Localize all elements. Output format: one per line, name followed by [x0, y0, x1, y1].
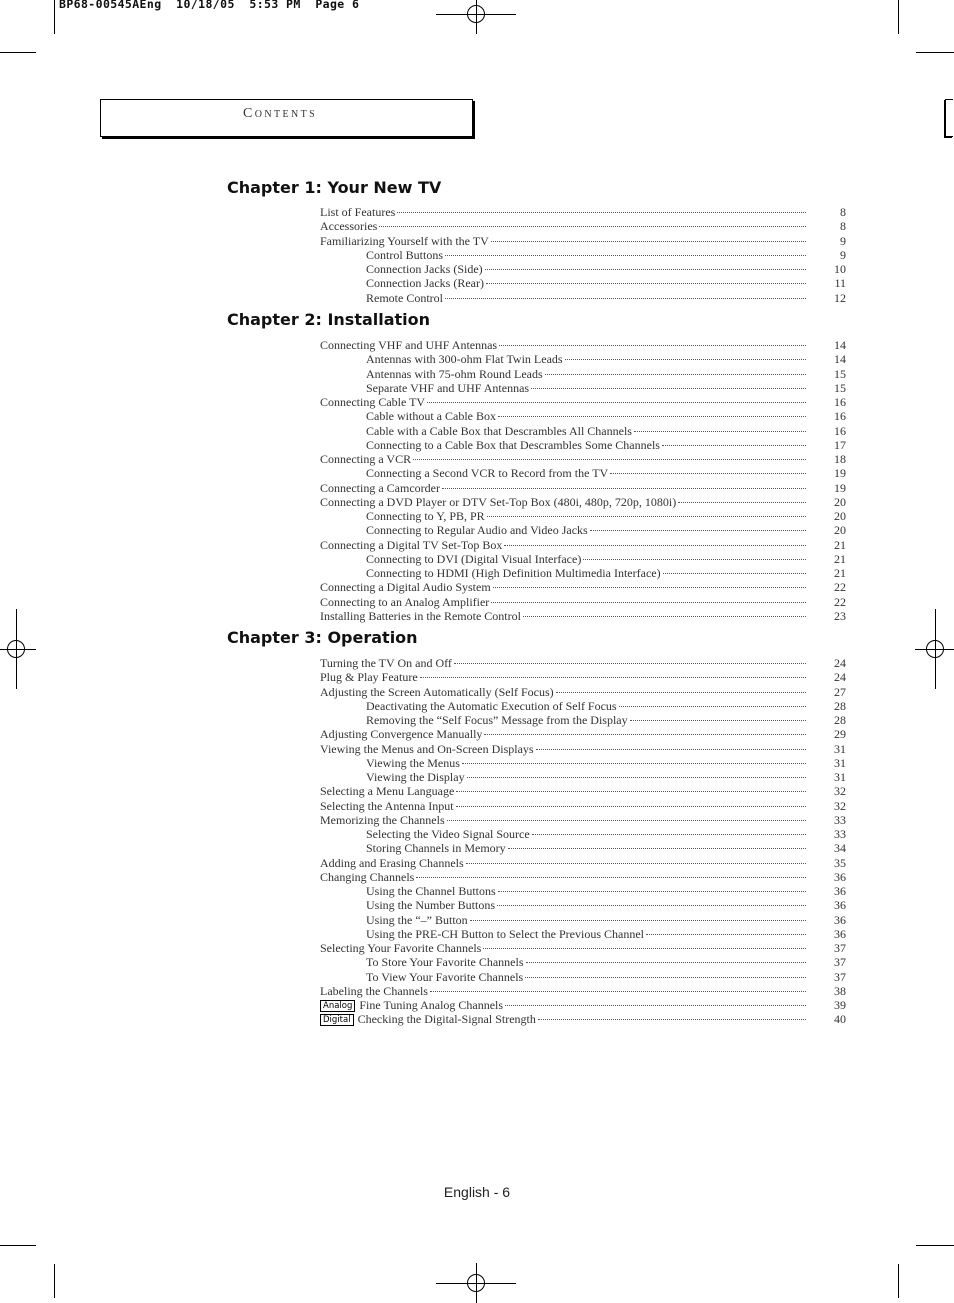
toc-page-number: 10	[834, 262, 846, 276]
dot-leader	[483, 934, 806, 949]
toc-page-number: 14	[834, 352, 846, 367]
toc-entry-label	[366, 248, 443, 262]
toc-entry-text: Using the Number Buttons	[366, 898, 495, 913]
dot-leader	[646, 920, 806, 935]
dot-leader	[470, 906, 806, 921]
toc-page-number: 35	[834, 855, 846, 870]
dot-leader	[508, 834, 806, 849]
toc-page-number: 19	[834, 466, 846, 481]
crop-mark	[898, 1264, 899, 1298]
toc-page-number: 34	[834, 841, 846, 856]
crop-mark	[0, 52, 36, 53]
dot-leader	[427, 388, 806, 403]
dot-leader	[491, 227, 806, 242]
toc-entry-text: Remote Control	[366, 290, 443, 305]
toc-entry-text: Removing the “Self Focus” Message from the Display	[366, 713, 628, 727]
toc-page-number: 32	[834, 798, 846, 813]
dot-leader	[430, 977, 806, 992]
dot-leader	[523, 602, 806, 617]
dot-leader	[442, 474, 806, 489]
dot-leader	[531, 374, 806, 389]
dot-leader	[484, 720, 806, 735]
toc-entry-label	[366, 509, 485, 523]
toc-entry-label	[320, 481, 440, 495]
toc-page-number: 20	[834, 523, 846, 538]
toc-entry-text: To Store Your Favorite Channels	[366, 955, 524, 970]
toc-page-number: 23	[834, 608, 846, 623]
dot-leader	[556, 678, 806, 693]
contents-heading: Contents	[243, 106, 318, 121]
toc-entry-label	[320, 609, 521, 623]
toc-entry-text: Connecting a Digital Audio System	[320, 580, 491, 595]
toc-page-number: 15	[834, 380, 846, 395]
dot-leader	[467, 763, 806, 778]
toc-page-number: 29	[834, 727, 846, 742]
toc-badge-digital: Digital	[320, 1014, 354, 1026]
toc-entry-label	[320, 984, 428, 998]
toc-page-number: 20	[834, 509, 846, 523]
toc-badge-analog: Analog	[320, 1000, 355, 1012]
toc-entry-label	[320, 870, 414, 884]
dot-leader	[413, 445, 806, 460]
toc-page-number: 16	[834, 423, 846, 438]
toc-page-number: 31	[834, 755, 846, 770]
toc-page-number: 18	[834, 452, 846, 466]
toc-page-number: 33	[834, 827, 846, 841]
crop-mark	[898, 0, 899, 34]
toc-entry-text: Connecting to DVI (Digital Visual Interface)	[366, 551, 582, 566]
dot-leader	[485, 255, 806, 270]
dot-leader	[498, 402, 806, 417]
dot-leader	[678, 488, 806, 503]
toc-entry-text: Cable without a Cable Box	[366, 409, 496, 424]
dot-leader	[610, 459, 806, 474]
toc-entry-label	[366, 352, 563, 366]
toc-entry-text: Fine Tuning Analog Channels	[359, 998, 504, 1012]
toc-entry-label	[366, 367, 543, 381]
toc-entry-label	[320, 727, 482, 741]
toc-entry-text: Adding and Erasing Channels	[320, 855, 464, 870]
toc-entry-text: Viewing the Display	[366, 770, 465, 784]
toc-entry-label	[320, 799, 454, 813]
dot-leader	[466, 849, 806, 864]
dot-leader	[497, 891, 806, 906]
dot-leader	[420, 663, 806, 678]
toc-entry-text: Connecting a Digital TV Set-Top Box	[320, 537, 503, 552]
toc-entry-text: Using the Channel Buttons	[366, 884, 496, 898]
toc-page-number: 40	[834, 1012, 846, 1027]
crop-mark	[54, 1264, 55, 1298]
dot-leader	[486, 269, 806, 284]
dot-leader	[565, 345, 806, 360]
toc-entry-text: Selecting the Video Signal Source	[366, 827, 530, 841]
toc-page-number: 12	[834, 290, 846, 305]
toc-entry-label	[320, 1012, 536, 1026]
toc-entry-label	[320, 219, 377, 233]
dot-leader	[493, 573, 806, 588]
toc-entry-label	[366, 552, 581, 566]
contents-header-box	[100, 99, 473, 137]
toc-entry-text: List of Features	[320, 205, 396, 219]
toc-entry-text: Connecting a VCR	[320, 452, 412, 466]
toc-entry-text: Antennas with 75-ohm Round Leads	[366, 366, 543, 381]
dot-leader	[590, 516, 806, 531]
dot-leader	[526, 948, 807, 963]
toc-entry-label	[320, 395, 425, 409]
toc-page-number: 11	[834, 276, 846, 291]
toc-entry-text: Changing Channels	[320, 869, 415, 884]
dot-leader	[634, 417, 806, 432]
toc-entry-text: Selecting a Menu Language	[320, 784, 455, 799]
side-tab-bracket	[945, 99, 953, 137]
toc-entry-text: Plug & Play Feature	[320, 670, 418, 685]
dot-leader	[663, 559, 806, 574]
dot-leader	[416, 863, 806, 878]
toc-entry-text: Connecting VHF and UHF Antennas	[320, 338, 498, 352]
toc-entry-label	[366, 955, 524, 969]
toc-page-number: 31	[834, 770, 846, 784]
toc-page-number: 16	[834, 395, 846, 409]
registration-mark-bottom	[456, 1263, 496, 1303]
toc-entry-text: Memorizing the Channels	[320, 812, 445, 827]
dot-leader	[545, 360, 806, 375]
toc-entry-text: Viewing the Menus and On-Screen Displays	[320, 741, 534, 756]
toc-entry-text: Using the PRE-CH Button to Select the Previous Channel	[366, 926, 644, 941]
dot-leader	[583, 545, 806, 560]
toc-page-number: 36	[834, 926, 846, 941]
toc-entry-label	[366, 884, 496, 898]
registration-mark-left	[0, 629, 36, 669]
toc-entry-text: Accessories	[320, 219, 378, 234]
dot-leader	[505, 991, 806, 1006]
toc-entry-text: Connecting to Y, PB, PR	[366, 509, 485, 523]
toc-entry-text: Labeling the Channels	[320, 983, 428, 998]
toc-page-number: 37	[834, 955, 846, 970]
toc-entry-text: Turning the TV On and Off	[320, 656, 452, 670]
dot-leader	[379, 212, 806, 227]
dot-leader	[499, 331, 806, 346]
dot-leader	[536, 735, 806, 750]
toc-entry-text: Separate VHF and UHF Antennas	[366, 380, 530, 395]
toc-entry-text: Connecting to HDMI (High Definition Multimedia Interface)	[366, 566, 661, 580]
crop-mark	[54, 0, 55, 34]
dot-leader	[487, 502, 806, 517]
toc-page-number: 15	[834, 366, 846, 381]
toc-entry-text: Installing Batteries in the Remote Control	[320, 608, 521, 623]
page-footer: English - 6	[443, 1184, 511, 1200]
toc-entry-text: Viewing the Menus	[366, 755, 460, 770]
toc-page-number: 20	[834, 494, 846, 509]
toc-entry-text: Deactivating the Automatic Execution of Self Focus	[366, 698, 617, 713]
dot-leader	[525, 963, 806, 978]
toc-entry-text: Connecting a Camcorder	[320, 480, 440, 495]
toc-page-number: 33	[834, 812, 846, 827]
toc-page-number: 22	[834, 580, 846, 595]
toc-entry-label	[366, 262, 483, 276]
dot-leader	[456, 777, 806, 792]
toc-entry-text: Adjusting Convergence Manually	[320, 727, 483, 742]
toc-page-number: 21	[834, 566, 846, 580]
toc-entry-label	[366, 409, 496, 423]
toc-page-number: 36	[834, 869, 846, 884]
dot-leader	[397, 198, 806, 213]
toc-entry-text: Familiarizing Yourself with the TV	[320, 233, 489, 248]
toc-entry-text: Selecting Your Favorite Channels	[320, 941, 482, 955]
toc-entry-text: Control Buttons	[366, 247, 444, 262]
registration-mark-right	[915, 629, 954, 669]
toc-page-number: 21	[834, 537, 846, 552]
toc-page-number: 28	[834, 713, 846, 727]
toc-entry-text: Connecting Cable TV	[320, 395, 426, 409]
toc-entry-text: Connecting to Regular Audio and Video Jacks	[366, 523, 588, 538]
toc-entry-text: Connection Jacks (Rear)	[366, 276, 484, 291]
toc-entry-text: Connecting to an Analog Amplifier	[320, 594, 490, 609]
toc-page-number: 36	[834, 884, 846, 898]
toc-entry-label	[366, 699, 617, 713]
dot-leader	[538, 1005, 806, 1020]
toc-entry-label	[366, 291, 443, 305]
toc-entry-label	[320, 998, 503, 1012]
toc-page-number: 16	[834, 409, 846, 424]
toc-page-number: 36	[834, 898, 846, 913]
toc-page-number: 8	[840, 205, 846, 219]
dot-leader	[619, 692, 806, 707]
print-slug: BP68-00545AEng 10/18/05 5:53 PM Page 6	[59, 0, 360, 11]
chapter-1-title: Chapter 1: Your New TV	[227, 178, 442, 197]
registration-mark-top	[456, 0, 496, 34]
chapter-3-title: Chapter 3: Operation	[227, 628, 418, 647]
toc-entry-text: Adjusting the Screen Automatically (Self Focus)	[320, 684, 554, 699]
toc-entry-text: To View Your Favorite Channels	[366, 969, 524, 984]
toc-page-number: 14	[834, 338, 846, 352]
toc-entry-label	[366, 827, 530, 841]
toc-page-number: 19	[834, 480, 846, 495]
chapter-2-title: Chapter 2: Installation	[227, 310, 431, 329]
toc-page-number: 24	[834, 656, 846, 670]
toc-entry-text: Checking the Digital-Signal Strength	[357, 1012, 536, 1027]
toc-entry-label	[320, 685, 554, 699]
toc-entry-text: Cable with a Cable Box that Descrambles All Channels	[366, 423, 632, 438]
dot-leader	[662, 431, 806, 446]
toc-entry-label	[320, 813, 445, 827]
toc-entry-label	[320, 941, 481, 955]
chapter-2-entries	[320, 334, 846, 623]
toc-entry-text: Selecting the Antenna Input	[320, 798, 454, 813]
toc-entry-text: Storing Channels in Memory	[366, 841, 506, 856]
toc-page-number: 37	[834, 941, 846, 955]
toc-entry-text: Using the “–” Button	[366, 912, 468, 927]
dot-leader	[454, 649, 806, 664]
toc-entry-label	[366, 756, 460, 770]
toc-entry-label	[320, 670, 418, 684]
dot-leader	[630, 706, 806, 721]
toc-entry-text: Connecting a Second VCR to Record from the TV	[366, 466, 609, 481]
toc-entry-text: Connecting to a Cable Box that Descrambles Some Channels	[366, 437, 660, 452]
toc-page-number: 8	[840, 219, 846, 234]
toc-entry-label	[320, 595, 489, 609]
crop-mark	[916, 1245, 954, 1246]
toc-page-number: 9	[840, 233, 846, 248]
dot-leader	[456, 792, 806, 807]
toc-entry-text: Connecting a DVD Player or DTV Set-Top Box (480i, 480p, 720p, 1080i)	[320, 494, 677, 509]
dot-leader	[498, 877, 806, 892]
toc-page-number: 32	[834, 784, 846, 799]
toc-entry-label	[366, 913, 468, 927]
toc-entry-label	[320, 452, 411, 466]
dot-leader	[447, 806, 806, 821]
toc-page-number: 38	[834, 983, 846, 998]
toc-page-number: 37	[834, 969, 846, 984]
dot-leader	[504, 531, 806, 546]
toc-entry-label	[320, 580, 491, 594]
toc-page-number: 27	[834, 684, 846, 699]
toc-entry-label	[320, 538, 502, 552]
toc-entry-text: Antennas with 300-ohm Flat Twin Leads	[366, 352, 563, 367]
toc-page-number: 28	[834, 698, 846, 713]
toc-entry-label	[320, 338, 497, 352]
crop-mark	[0, 1245, 36, 1246]
toc-entry-label	[320, 784, 454, 798]
toc-page-number: 21	[834, 551, 846, 566]
chapter-1-entries	[320, 201, 846, 305]
toc-entry-label	[366, 770, 465, 784]
crop-mark	[916, 52, 954, 53]
toc-page-number: 36	[834, 912, 846, 927]
dot-leader	[462, 749, 806, 764]
toc-page-number: 17	[834, 437, 846, 452]
chapter-3-entries	[320, 652, 846, 1027]
dot-leader	[532, 820, 806, 835]
toc-page-number: 24	[834, 670, 846, 685]
dot-leader	[491, 588, 806, 603]
toc-page-number: 31	[834, 741, 846, 756]
dot-leader	[445, 284, 806, 299]
toc-page-number: 39	[834, 998, 846, 1012]
dot-leader	[445, 241, 806, 256]
toc-entry-text: Connection Jacks (Side)	[366, 262, 483, 276]
toc-entry-label	[366, 424, 632, 438]
toc-page-number: 9	[840, 247, 846, 262]
toc-page-number: 22	[834, 594, 846, 609]
